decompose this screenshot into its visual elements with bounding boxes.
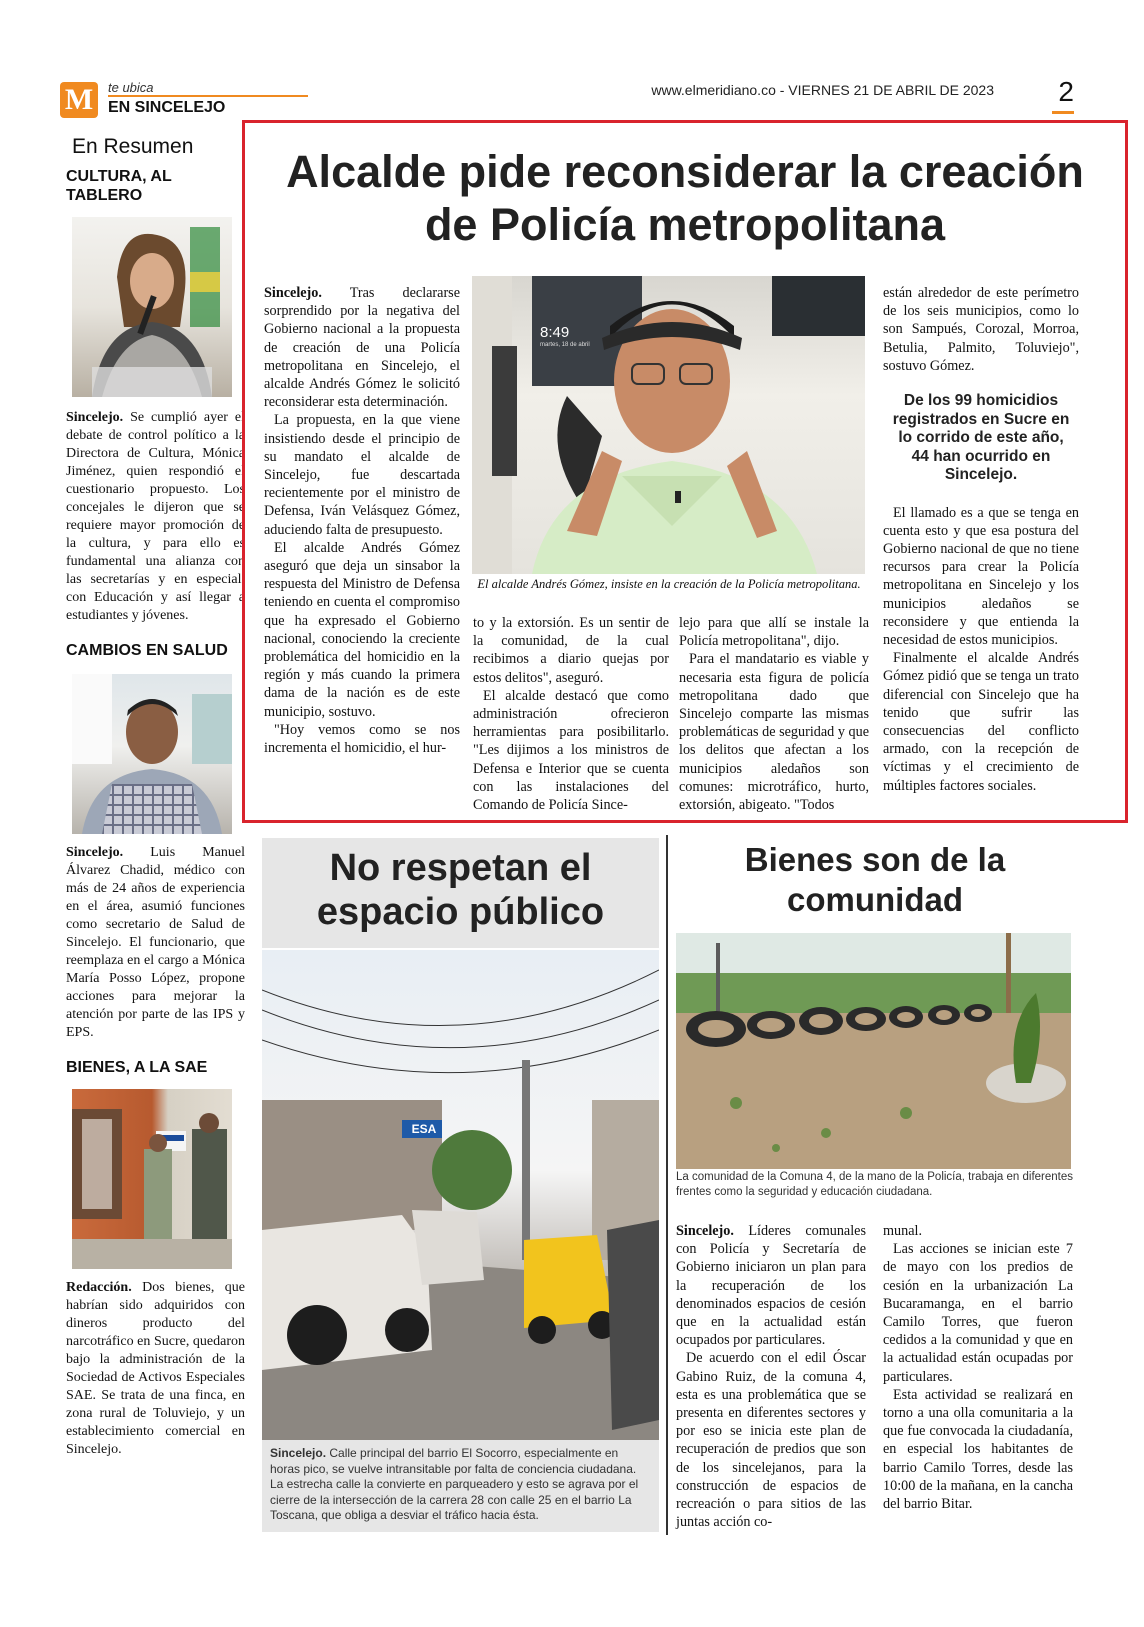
- paragraph: lejo para que allí se instale la Policía metropolitana", dijo.: [679, 615, 869, 650]
- paragraph: El alcalde destacó que como administración ofrecieron herramientas para posibilitarlo. "Les dijimos a los ministros de Defensa e Interior que se cuenta con las instalaciones del Comando de Policía Since-: [473, 687, 669, 814]
- paragraph-text: Tras declararse sorprendido por la negativa del Gobierno nacional a la propuesta de creación de una Policía metropolitana en Sincelejo, el alcalde Andrés Gómez le solicitó reconsiderar esta determinación.: [264, 285, 460, 411]
- photo-secretario-salud: [72, 674, 232, 834]
- paragraph: Las acciones se inician este 7 de mayo con los predios de cesión en la urbanización La Bucaramanga, en el barrio Camilo Torres, que fueron cedidos a la comunidad y que en la actualidad están ocupadas por particulares.: [883, 1241, 1073, 1385]
- sidebar-heading-sae: BIENES, A LA SAE: [66, 1059, 208, 1076]
- sidebar-text-salud: [66, 844, 245, 1042]
- paragraph: El alcalde Andrés Gómez aseguró que deja un sinsabor la respuesta del Ministro de Defensa teniendo en cuenta el compromiso que ha expresado el Gobierno nacional, conociendo la creciente problemática del homicidio en la región y más cuando la primera dama de la nación es de este municipio, sostuvo.: [264, 539, 460, 720]
- page-number-underline: [1052, 111, 1074, 114]
- section-kicker-small: te ubica: [108, 80, 154, 95]
- main-article-title: Alcalde pide reconsiderar la creación de Policía metropolitana: [286, 146, 1084, 250]
- paragraph: están alrededor de este perímetro de los seis municipios, como lo son Sampués, Corozal, Morroa, Betulia, Palmito, Toluviejo", sostuvo Gómez.: [883, 285, 1079, 374]
- main-photo-caption: El alcalde Andrés Gómez, insiste en la creación de la Policía metropolitana.: [477, 577, 861, 591]
- photo-street-traffic: [262, 950, 659, 1440]
- newspaper-logo: M: [60, 82, 98, 118]
- paragraph: La propuesta, en la que viene insistiendo desde el principio de su mandato el alcalde de Sincelejo, fue descartada recientemente por el ministro de Defensa, Iván Velásquez Gómez, aduciendo falta de presupuesto.: [264, 412, 460, 538]
- photo-clock: 8:49: [540, 324, 570, 341]
- paragraph-text: Líderes comunales con Policía y Secretaría de Gobierno iniciaron un plan para la recuperación de los denominados espacios de cesión que en la actualidad están ocupados por particulares.: [676, 1223, 866, 1349]
- caption-text: Calle principal del barrio El Socorro, especialmente en horas pico, se vuelve intransitable por falta de conciencia ciudadana. La estrecha calle la convierte en parqueadero y esto se agrava por el cierre de la intersección de la carrera 28 con calle 25 en el barrio La Toscana, que obliga a desviar el tráfico hacia ésta.: [270, 1446, 639, 1522]
- main-article-photo: [472, 276, 865, 574]
- sidebar-body: Se cumplió ayer el debate de control político a la Directora de Cultura, Mónica Jiménez, quien respondió el cuestionario propuesto. Los concejales le dijeron que se requiere mayor promoción de la cultura, y para ello es fundamental una alianza con las secretarías y en especial, con Educación y así llegar a estudiantes y jóvenes.: [66, 410, 245, 623]
- paragraph: [264, 284, 460, 411]
- paragraph: Esta actividad se realizará en torno a una olla comunitaria a la que fue convocada la ciudadanía, en especial los habitantes de barrio Camilo Torres, desde las 10:00 de la mañana, en la cancha del barrio Bitar.: [883, 1386, 1073, 1513]
- paragraph: munal.: [883, 1223, 923, 1239]
- paragraph: De acuerdo con el edil Óscar Gabino Ruiz, de la comuna 4, esta es una problemática que se presenta en diferentes sectores y por eso se inicia este plan de recuperación de predios que son de los sincelejanos, para la construcción de espacios de recreación o para sitios de las juntas acción co-: [676, 1350, 866, 1531]
- photo-sign-text: ESA: [411, 1122, 437, 1136]
- article-title-bienes-comunidad: Bienes son de la comunidad: [744, 841, 1006, 918]
- paragraph: [676, 1222, 866, 1349]
- main-article-col-4: [883, 284, 1079, 795]
- sidebar-text-cultura: [66, 409, 245, 625]
- photo-comuna-field: [676, 933, 1071, 1169]
- article-title-espacio-publico: No respetan el espacio público: [316, 847, 605, 933]
- dateline: Sincelejo.: [66, 845, 124, 860]
- sidebar-heading-cultura: CULTURA, AL TABLERO: [66, 168, 172, 204]
- sidebar-text-sae: [66, 1279, 245, 1459]
- sidebar-heading-salud: CAMBIOS EN SALUD: [66, 642, 228, 659]
- photo-cultura-speaker: [72, 217, 232, 397]
- dateline: Sincelejo.: [676, 1223, 734, 1239]
- dateline: Sincelejo.: [66, 410, 124, 425]
- sidebar-title: En Resumen: [72, 135, 194, 158]
- dateline: Redacción.: [66, 1280, 132, 1295]
- dateline: Sincelejo.: [270, 1446, 327, 1460]
- dateline: Sincelejo.: [264, 285, 322, 301]
- paragraph: "Hoy vemos como se nos incrementa el homicidio, el hur-: [264, 721, 460, 757]
- column-divider: [666, 835, 668, 1535]
- paragraph: to y la extorsión. Es un sentir de la comunidad, de la cual recibimos a diario quejas por estos delitos", aseguró.: [473, 615, 669, 686]
- paragraph: Finalmente el alcalde Andrés Gómez pidió que se tenga un trato diferencial con Sincelejo que ha tenido que sufrir las consecuencias del conflicto armado, con la recepción de víctimas y el crecimiento de múltiples factores sociales.: [883, 650, 1079, 794]
- main-article-col-1: [264, 284, 460, 757]
- photo-date: martes, 18 de abril: [540, 342, 590, 348]
- main-article-col-3: [679, 614, 869, 814]
- page-number: 2: [1058, 76, 1074, 107]
- kicker-divider: [108, 95, 308, 97]
- photo-caption-comuna: La comunidad de la Comuna 4, de la mano de la Policía, trabaja en diferentes frentes como la seguridad y educación ciudadana.: [676, 1171, 1074, 1198]
- pull-quote: De los 99 homicidios registrados en Sucre en lo corrido de este año, 44 han ocurrido en Sincelejo.: [892, 392, 1070, 484]
- site-dateline: www.elmeridiano.co - VIERNES 21 DE ABRIL DE 2023: [651, 82, 994, 98]
- bienes-article-col-1: [676, 1222, 866, 1531]
- paragraph: Para el mandatario es viable y necesaria esta figura de policía metropolitana dado que Sincelejo comparte las mismas problemáticas de seguridad y que los delitos que afectan a los municipios aledaños son comunes: microtráfico, hurto, extorsión, abigeato. "Todos: [679, 651, 869, 814]
- sidebar-body: Luis Manuel Álvarez Chadid, médico con más de 24 años de experiencia en el área, asumió funciones como secretario de Salud de Sincelejo. El funcionario, que reemplaza en el cargo a Mónica María Posso López, propone acciones para mejorar la atención por parte de las IPS y EPS.: [66, 845, 245, 1040]
- sidebar-body: Dos bienes, que habrían sido adquiridos con dineros producto del narcotráfico en Sucre, quedaron bajo la administración de la Sociedad de Activos Especiales SAE. Se trata de una finca, en zona rural de Toluviejo, y un establecimiento comercial en Sincelejo.: [66, 1280, 245, 1457]
- main-article-col-2: [473, 614, 669, 814]
- photo-caption-espacio-publico: [262, 1440, 659, 1532]
- summary-sidebar: [60, 135, 245, 1575]
- section-kicker: EN SINCELEJO: [108, 99, 226, 116]
- paragraph: El llamado es a que se tenga en cuenta esto y que esa postura del Gobierno nacional de que no tiene recursos para crear la Policía metropolitana en Sincelejo y los municipios aledaños se reconsidere y que entienda la necesidad de estos municipios.: [883, 504, 1079, 648]
- photo-sae-property: [72, 1089, 232, 1269]
- bienes-article-col-2: [883, 1222, 1073, 1513]
